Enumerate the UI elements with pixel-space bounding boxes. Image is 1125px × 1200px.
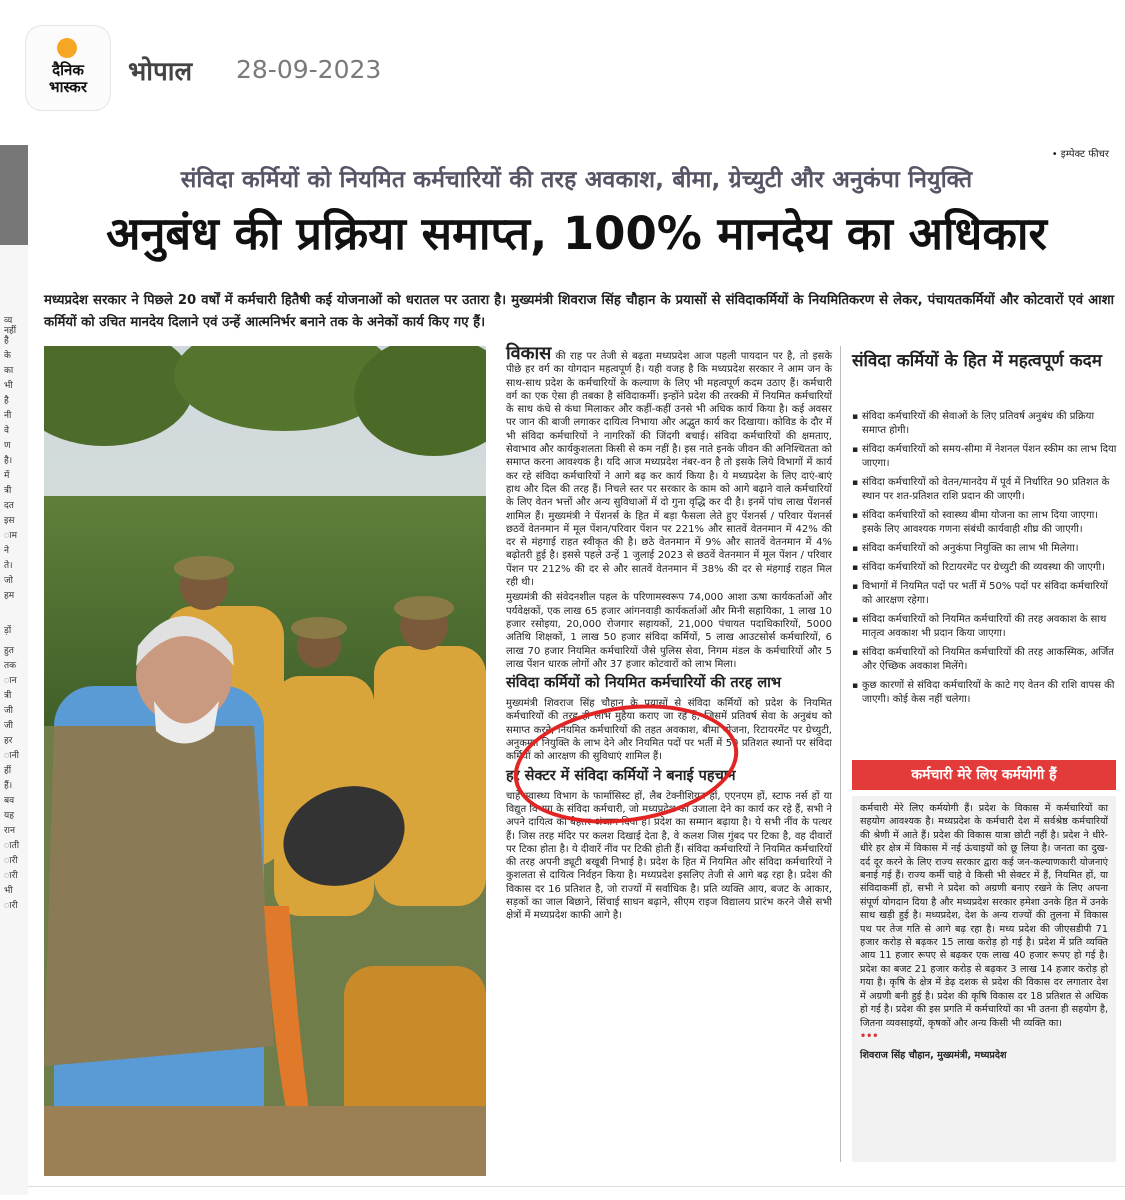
strip-text-fragment: भी bbox=[4, 886, 13, 896]
list-item: ▪ संविदा कर्मचारियों को रिटायरमेंट पर ग्रेच्युटी की व्यवस्था की जाएगी। bbox=[852, 561, 1118, 575]
list-item: ▪ विभागों में नियमित पदों पर भर्ती में 50% पदों पर संविदा कर्मचारियों को आरक्षण रहेगा। bbox=[852, 580, 1118, 608]
strip-text-fragment: जी bbox=[4, 721, 14, 731]
strip-text-fragment: तक bbox=[4, 661, 17, 671]
strip-text-fragment: ाती bbox=[4, 841, 20, 851]
strip-text-fragment: दत bbox=[4, 501, 14, 511]
strip-text-fragment: है। bbox=[4, 456, 13, 466]
intro-paragraph: मध्यप्रदेश सरकार ने पिछले 20 वर्षों में कर्मचारी हितैषी कई योजनाओं को धरातल पर उतारा है। मुख्यमंत्री शिवराज सिंह चौहान के प्रयासों से संविदाकर्मियों के नियमितिकरण से लेकर, पंचायतकर्मियों और कोटवारों एवं आशा कर्मियों को उचित मानदेय दिलाने एवं उन्हें आत्मनिर्भर बनाने तक के अनेकों कार्य किए गए हैं। bbox=[44, 293, 1114, 330]
strip-text-fragment: वे bbox=[4, 426, 10, 436]
strip-text-fragment: रान bbox=[4, 826, 16, 836]
impact-feature-label: • इम्पेक्ट फीचर bbox=[1051, 149, 1109, 160]
edition-date[interactable]: 28-09-2023 bbox=[236, 55, 382, 84]
strip-text-fragment: जो bbox=[4, 576, 14, 586]
article-paragraph-2: मुख्यमंत्री की संवेदनशील पहल के परिणामस्वरूप 74,000 आशा ऊषा कार्यकर्ताओं और पर्यवेक्षकों, एक लाख 65 हजार आंगनवाड़ी कार्यकर्ताओं और मिनी सहायिका, 1 लाख 10 हजार रसोइया, 20,000 रोजगार सहायकों, 21,000 पंचायत पदाधिकारियों, 5000 अतिथि शिक्षकों, 1 लाख 50 हजार संविदा कर्मियों, 5 लाख आउटसोर्स कर्मचारियों, 6 लाख 70 हजार नियमित कर्मचारियों जैसे पुलिस सेवा, निगम मंडल के कर्मचारियों और 5 लाख पेंशन धारक लोगों और 37 हजार कोटवारों को लाभ मिला। bbox=[506, 592, 832, 670]
strip-text-fragment: हैं। bbox=[4, 781, 13, 791]
subheadline: संविदा कर्मियों को नियमित कर्मचारियों की तरह अवकाश, बीमा, ग्रेच्युटी और अनुकंपा नियुक्ति bbox=[180, 167, 973, 193]
list-item: ▪ संविदा कर्मचारियों को वेतन/मानदेय में पूर्व में निर्धारित 90 प्रतिशत के स्थान पर शत-प्रतिशत राशि प्रदान की जाएगी। bbox=[852, 476, 1118, 504]
strip-text-fragment: बव bbox=[4, 796, 15, 806]
strip-text-fragment: में bbox=[4, 471, 10, 481]
strip-text-fragment: ने bbox=[4, 546, 9, 556]
strip-text-fragment: यह bbox=[4, 811, 14, 821]
article-column bbox=[506, 343, 832, 925]
article-subheading-1: संविदा कर्मियों को नियमित कर्मचारियों की तरह लाभ bbox=[506, 675, 782, 692]
adjacent-page-strip bbox=[0, 145, 28, 1195]
sun-icon bbox=[57, 38, 77, 58]
strip-text-fragment: हुत bbox=[4, 646, 14, 656]
strip-text-fragment: हीं bbox=[4, 766, 12, 776]
app-header bbox=[0, 0, 1125, 135]
strip-text-fragment: हर bbox=[4, 736, 13, 746]
column-divider bbox=[840, 346, 841, 1162]
strip-text-fragment: भी bbox=[4, 381, 13, 391]
strip-text-fragment: ड़ों bbox=[4, 626, 12, 636]
article-paragraph-1 bbox=[506, 343, 832, 589]
quote-text: कर्मचारी मेरे लिए कर्मयोगी हैं। प्रदेश के विकास में कर्मचारियों का सहयोग आवश्यक है। मध्यप्रदेश के कर्मचारी देश में सर्वश्रेष्ठ कर्मचारियों की श्रेणी में आते हैं। प्रदेश की विकास यात्रा छोटी नहीं है। प्रदेश ने धीरे-धीरे हर क्षेत्र में विकास में नई ऊंचाइयों को छू लिया है। जनता का दुख-दर्द दूर करने के लिए राज्य सरकार द्वारा कई जन-कल्याणकारी योजनाएं बनाई गई हैं। राज्य कर्मी चाहे वे किसी भी सेक्टर में हैं, नियमित हों, या संविदाकर्मी हों, सभी ने प्रदेश को अग्रणी बनाए रखने के लिए अपना संपूर्ण योगदान दिया है और मध्यप्रदेश सरकार हमेशा उनके हित में उनके साथ खड़ी हुई है। मध्यप्रदेश, देश के अन्य राज्यों की तुलना में विकास पथ पर तेज गति से आगे बढ़ रहा है। मध्य प्रदेश की जीएसडीपी 71 हजार करोड़ से बढ़कर 15 लाख करोड़ हो गई है। प्रदेश में प्रति व्यक्ति आय 11 हजार रूपए से बढ़कर एक लाख 40 हजार रूपए हो गई है। प्रदेश का बजट 21 हजार करोड़ से बढ़कर 3 लाख 14 हजार करोड़ हो गया है। कृषि के क्षेत्र में डेढ़ दशक से प्रदेश की विकास दर लगातार देश में अग्रणी बनी हुई है। प्रदेश की कृषि विकास दर 18 प्रतिशत से अधिक हो गई है। प्रदेश की इस प्रगति में कर्मचारियों का भी उतना ही सहयोग है, जितना व्यवसाइयों, कृषकों और अन्य किसी भी व्यक्ति का। bbox=[860, 803, 1108, 1029]
strip-text-fragment: नहीं bbox=[4, 326, 17, 336]
strip-text-fragment: ारी bbox=[4, 871, 18, 881]
strip-text-fragment: ान bbox=[4, 676, 17, 686]
list-item: ▪ संविदा कर्मचारियों को समय-सीमा में नेशनल पेंशन स्कीम का लाभ दिया जाएगा। bbox=[852, 443, 1118, 471]
scroll-indicator bbox=[0, 145, 28, 245]
strip-text-fragment: व्य bbox=[4, 316, 13, 326]
cm-quote-box bbox=[852, 796, 1116, 1162]
news-photo[interactable] bbox=[44, 346, 486, 1176]
dainik-bhaskar-logo[interactable] bbox=[26, 26, 110, 110]
strip-text-fragment: ाम bbox=[4, 531, 18, 541]
dropcap: विकास bbox=[506, 343, 552, 364]
main-headline: अनुबंध की प्रक्रिया समाप्त, 100% मानदेय का अधिकार bbox=[106, 207, 1047, 260]
strip-text-fragment: है bbox=[4, 336, 9, 346]
strip-text-fragment: ारी bbox=[4, 856, 18, 866]
page-bottom-divider bbox=[28, 1186, 1125, 1187]
sidebar-title: संविदा कर्मियों के हित में महत्वपूर्ण कदम bbox=[852, 351, 1102, 371]
strip-text-fragment: इस bbox=[4, 516, 15, 526]
strip-text-fragment: त्री bbox=[4, 486, 12, 496]
edition-city[interactable]: भोपाल bbox=[128, 57, 193, 87]
quote-signature: शिवराज सिंह चौहान, मुख्यमंत्री, मध्यप्रदेश bbox=[860, 1050, 1007, 1062]
strip-text-fragment: जी bbox=[4, 706, 14, 716]
article-paragraph-3: मुख्यमंत्री शिवराज सिंह चौहान के प्रयासों से संविदा कर्मियों को प्रदेश के नियमित कर्मचारियों की तरह ही लाभ मुहैया कराए जा रहे हैं, जिसमें प्रतिवर्ष सेवा के अनुबंध को समाप्त करने, नियमित कर्मचारियों की तहत अवकाश, बीमा योजना, रिटायरमेंट पर ग्रेच्युटी, अनुकम्पा नियुक्ति के लाभ देने और नियमित पदों पर भर्ती में 50 प्रतिशत स्थानों पर संविदा कर्मियों को आरक्षण की सुविधाएं शामिल हैं। bbox=[506, 698, 832, 763]
strip-text-fragment: ते। bbox=[4, 561, 13, 571]
strip-text-fragment: ारी bbox=[4, 901, 18, 911]
list-item: ▪ संविदा कर्मचारियों को स्वास्थ्य बीमा योजना का लाभ दिया जाएगा। इसके लिए आवश्यक गणना संबंधी कार्यवाही शीघ्र की जाएगी। bbox=[852, 509, 1118, 537]
photo-illustration bbox=[44, 346, 486, 1176]
sidebar-bullet-list bbox=[852, 410, 1118, 712]
strip-text-fragment: ण bbox=[4, 441, 11, 451]
logo-line-1: दैनिक bbox=[52, 61, 84, 79]
list-item: ▪ संविदा कर्मचारियों को अनुकंपा नियुक्ति का लाभ भी मिलेगा। bbox=[852, 542, 1118, 556]
article-paragraph-4: चाहे स्वास्थ्य विभाग के फार्मासिस्ट हों, लैब टेक्नीशियन हों, एएनएम हों, स्टाफ नर्स हों या विद्युत विभाग के संविदा कर्मचारी, जो मध्यप्रदेश को उजाला देने का कार्य कर रहे हैं, सभी ने अपने दायित्व को बेहतर अंजाम दिया है। प्रदेश का सम्मान बढ़ाया है। ये सभी नींव के पत्थर हैं। जिस तरह मंदिर पर कलश दिखाई देता है, वे कलश जिस गुंबद पर टिका है, वह दीवारों पर टिका होता है। ये दीवारें नींव पर टिकी होती हैं। संविदा कर्मचारियों ने नियमित कर्मचारियों की तरह अपनी ड्यूटी बखूबी निभाई है। प्रदेश के हित में नियमित और संविदा कर्मचारियों ने कुशलता से दायित्व निर्वहन किया है। मध्यप्रदेश इसलिए तेजी से आगे बढ़ रहा है। प्रदेश की विकास दर 16 प्रतिशत है, जो राज्यों में सर्वाधिक है। प्रति व्यक्ति आय, बजट के आकार, सड़कों का जाल बिछाने, सिंचाई साधन बढ़ाने, सीएम राइज विद्यालय प्रारंभ करने जैसे सभी क्षेत्रों में मध्यप्रदेश काफी आगे है। bbox=[506, 790, 832, 922]
strip-text-fragment: ानी bbox=[4, 751, 20, 761]
strip-text-fragment: नी bbox=[4, 411, 12, 421]
strip-text-fragment: है bbox=[4, 396, 9, 406]
quote-mark: ••• bbox=[860, 1030, 879, 1042]
strip-text-fragment: का bbox=[4, 366, 14, 376]
list-item: ▪ संविदा कर्मचारियों की सेवाओं के लिए प्रतिवर्ष अनुबंध की प्रक्रिया समाप्त होगी। bbox=[852, 410, 1118, 438]
strip-text-fragment: के bbox=[4, 351, 11, 361]
quote-box-title: कर्मचारी मेरे लिए कर्मयोगी हैं bbox=[852, 760, 1116, 790]
list-item: ▪ कुछ कारणों से संविदा कर्मचारियों के काटे गए वेतन की राशि वापस की जाएगी। कोई केस नहीं चलेगा। bbox=[852, 679, 1118, 707]
list-item: ▪ संविदा कर्मचारियों को नियमित कर्मचारियों की तरह अवकाश के साथ मातृत्व अवकाश भी प्रदान किया जाएगा। bbox=[852, 613, 1118, 641]
strip-text-fragment: त्री bbox=[4, 691, 12, 701]
strip-text-fragment: हम bbox=[4, 591, 15, 601]
logo-line-2: भास्कर bbox=[49, 78, 87, 96]
article-subheading-2: हर सेक्टर में संविदा कर्मियों ने बनाई पहचान bbox=[506, 767, 736, 784]
list-item: ▪ संविदा कर्मचारियों को नियमित कर्मचारियों की तरह आकस्मिक, अर्जित और ऐच्छिक अवकाश मिलेंगे। bbox=[852, 646, 1118, 674]
article-text-1: की राह पर तेजी से बढ़ता मध्यप्रदेश आज पहली पायदान पर है, तो इसके पीछे हर वर्ग का योगदान महत्वपूर्ण है। यही वजह है कि मध्यप्रदेश सरकार ने आम जन के साथ-साथ प्रदेश के कर्मचारियों के कल्याण के लिए भी महत्वपूर्ण कदम उठाए हैं। कर्मचारी वर्ग का एक ऐसा ही तबका है संविदाकर्मी। इन्होंने प्रदेश की तरक्की में नियमित कर्मचारियों के साथ कंधे से कंधा मिलाकर और कहीं-कहीं उनसे भी अधिक कार्य किया है। कई अवसर पर जान की बाजी लगाकर दायित्व निभाया और अद्भुत कार्य कर दिखाया। कोविड के दौर में भी संविदा कर्मचारियों ने नागरिकों की जिंदगी बचाई। संविदा कर्मचारियों की क्षमताए, सेवाभाव और कार्यकुशलता किसी से कम नहीं है। इस नाते इनके जीवन की अनिश्चितता को समाप्त करना आवश्यक है। यदि आज मध्यप्रदेश नंबर-वन है तो इसके लिये विभागों में कार्य कर रहे संविदा कर्मचारियों ने आगे बढ़ कर कार्य किया है। ये मध्यप्रदेश के लिए दाएं-बाएं हाथ और दिल की तरह हैं। निचले स्तर पर सरकार के काम को आगे बढ़ाने वाले कर्मचारियों के लिए वेतन भत्तों और अन्य सुविधाओं में दो गुना वृद्धि कर दी है। इनमें पांच लाख पेंशनर्स शामिल हैं। मुख्यमंत्री ने पेंशनर्स के हित में बड़ा फैसला लेते हुए पेंशनर्स / परिवार पेंशनर्स छठवें वेतनमान में मूल पेंशन/परिवार पेंशन पर 221% और सातवें वेतनमान में 42% की दर से मंहगाई राहत स्वीकृत की है। छठे वेतनमान में 9% और सातवें वेतनमान में 4% बढ़ोतरी हुई है। इससे पहले उन्हें 1 जुलाई 2023 से छठवें वेतनमान में मूल पेंशन / परिवार पेंशन पर 212% की दर से और सातवें वेतनमान में 38% की दर से मंहगाई राहत मिल रही थी। bbox=[506, 351, 832, 589]
